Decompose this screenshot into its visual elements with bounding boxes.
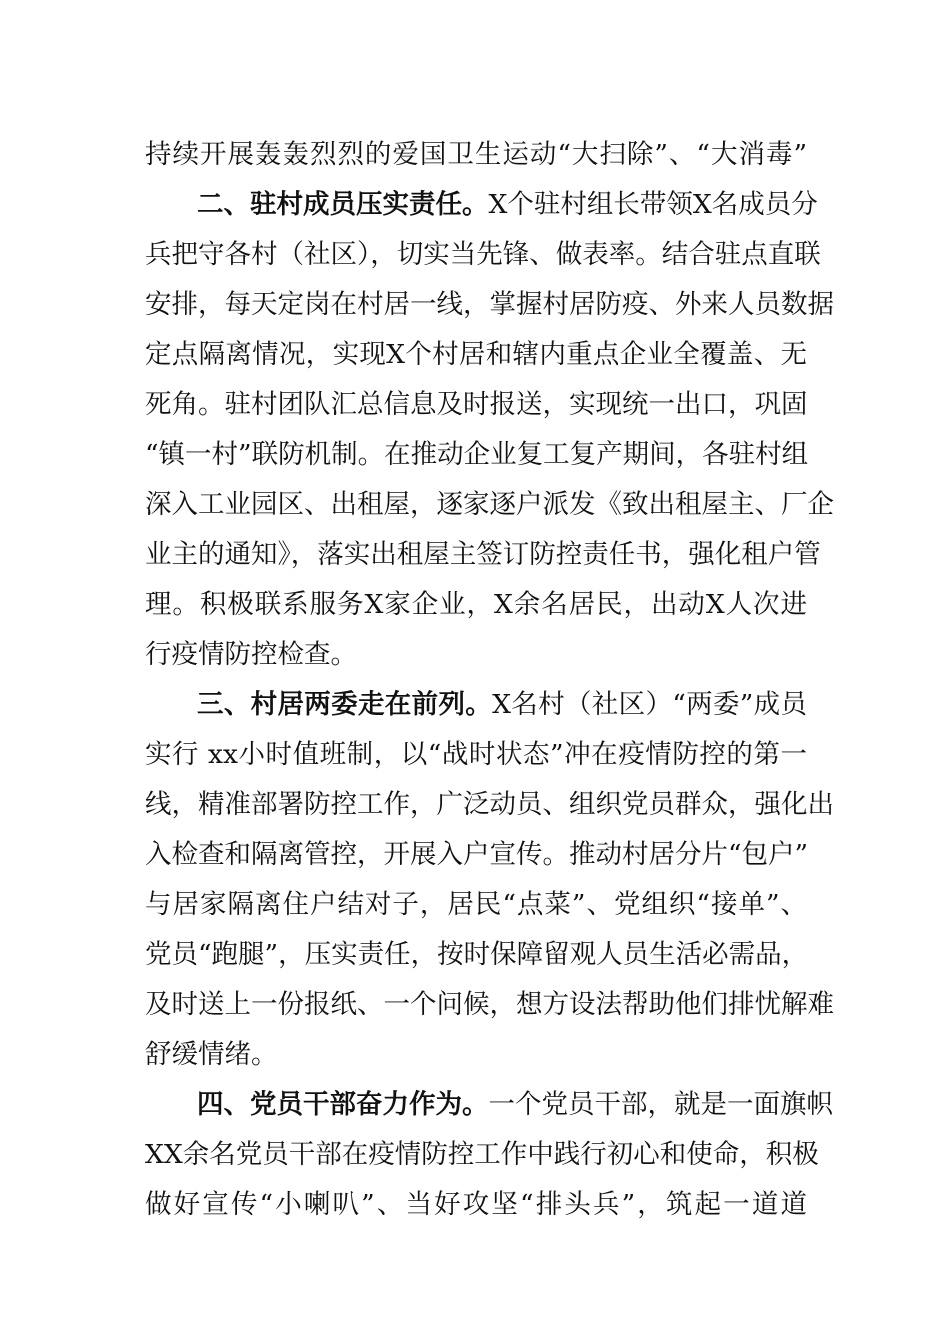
text-run: X个驻村组长带领X名成员分: [488, 189, 818, 220]
section-heading: 四、党员干部奋力作为。: [197, 1089, 489, 1120]
text-line: 安排，每天定岗在村居一线，掌握村居防疫、外来人员数据: [145, 289, 834, 320]
text-line: 及时送上一份报纸、一个问候，想方设法帮助他们排忧解难: [145, 989, 834, 1020]
text-line: 做好宣传“小喇叭”、当好攻坚“排头兵”，筑起一道道: [145, 1189, 807, 1220]
text-line: 死角。驻村团队汇总信息及时报送，实现统一出口，巩固: [145, 389, 808, 420]
text-line: 业主的通知》，落实出租屋主签订防控责任书，强化租户管: [145, 539, 821, 570]
text-line: 兵把守各村（社区），切实当先锋、做表率。结合驻点直联: [145, 239, 821, 270]
text-line: 持续开展轰轰烈烈的爱国卫生运动“大扫除”、“大消毒”: [145, 139, 807, 170]
paragraph-2-first-line: [197, 187, 818, 223]
section-heading: 三、村居两委走在前列。: [197, 689, 493, 720]
text-line: 实行 xx小时值班制，以“战时状态”冲在疫情防控的第一: [145, 739, 807, 770]
text-line: 舒缓情绪。: [145, 1039, 278, 1070]
paragraph-4-first-line: [197, 1087, 833, 1123]
section-heading: 二、驻村成员压实责任。: [197, 189, 489, 220]
paragraph-3-first-line: [197, 687, 807, 723]
text-run: 一个党员干部，就是一面旗帜: [488, 1089, 833, 1120]
text-line: 线，精准部署防控工作，广泛动员、组织党员群众，强化出: [145, 789, 834, 820]
text-line: “镇一村”联防机制。在推动企业复工复产期间，各驻村组: [145, 439, 809, 470]
text-line: 深入工业园区、出租屋，逐家逐户派发《致出租屋主、厂企: [145, 489, 834, 520]
text-line: XX余名党员干部在疫情防控工作中践行初心和使命，积极: [145, 1139, 819, 1170]
text-line: 理。积极联系服务X家企业，X余名居民，出动X人次进: [145, 589, 807, 620]
text-line: 入检查和隔离管控，开展入户宣传。推动村居分片“包户”: [145, 839, 809, 870]
text-line: 定点隔离情况，实现X个村居和辖内重点企业全覆盖、无: [145, 339, 807, 370]
text-line: 与居家隔离住户结对子，居民“点菜”、党组织“接单”、: [145, 889, 807, 920]
text-line: 党员“跑腿”，压实责任，按时保障留观人员生活必需品，: [145, 939, 809, 970]
text-line: 行疫情防控检查。: [145, 639, 357, 670]
text-run: X名村（社区）“两委”成员: [492, 689, 807, 720]
